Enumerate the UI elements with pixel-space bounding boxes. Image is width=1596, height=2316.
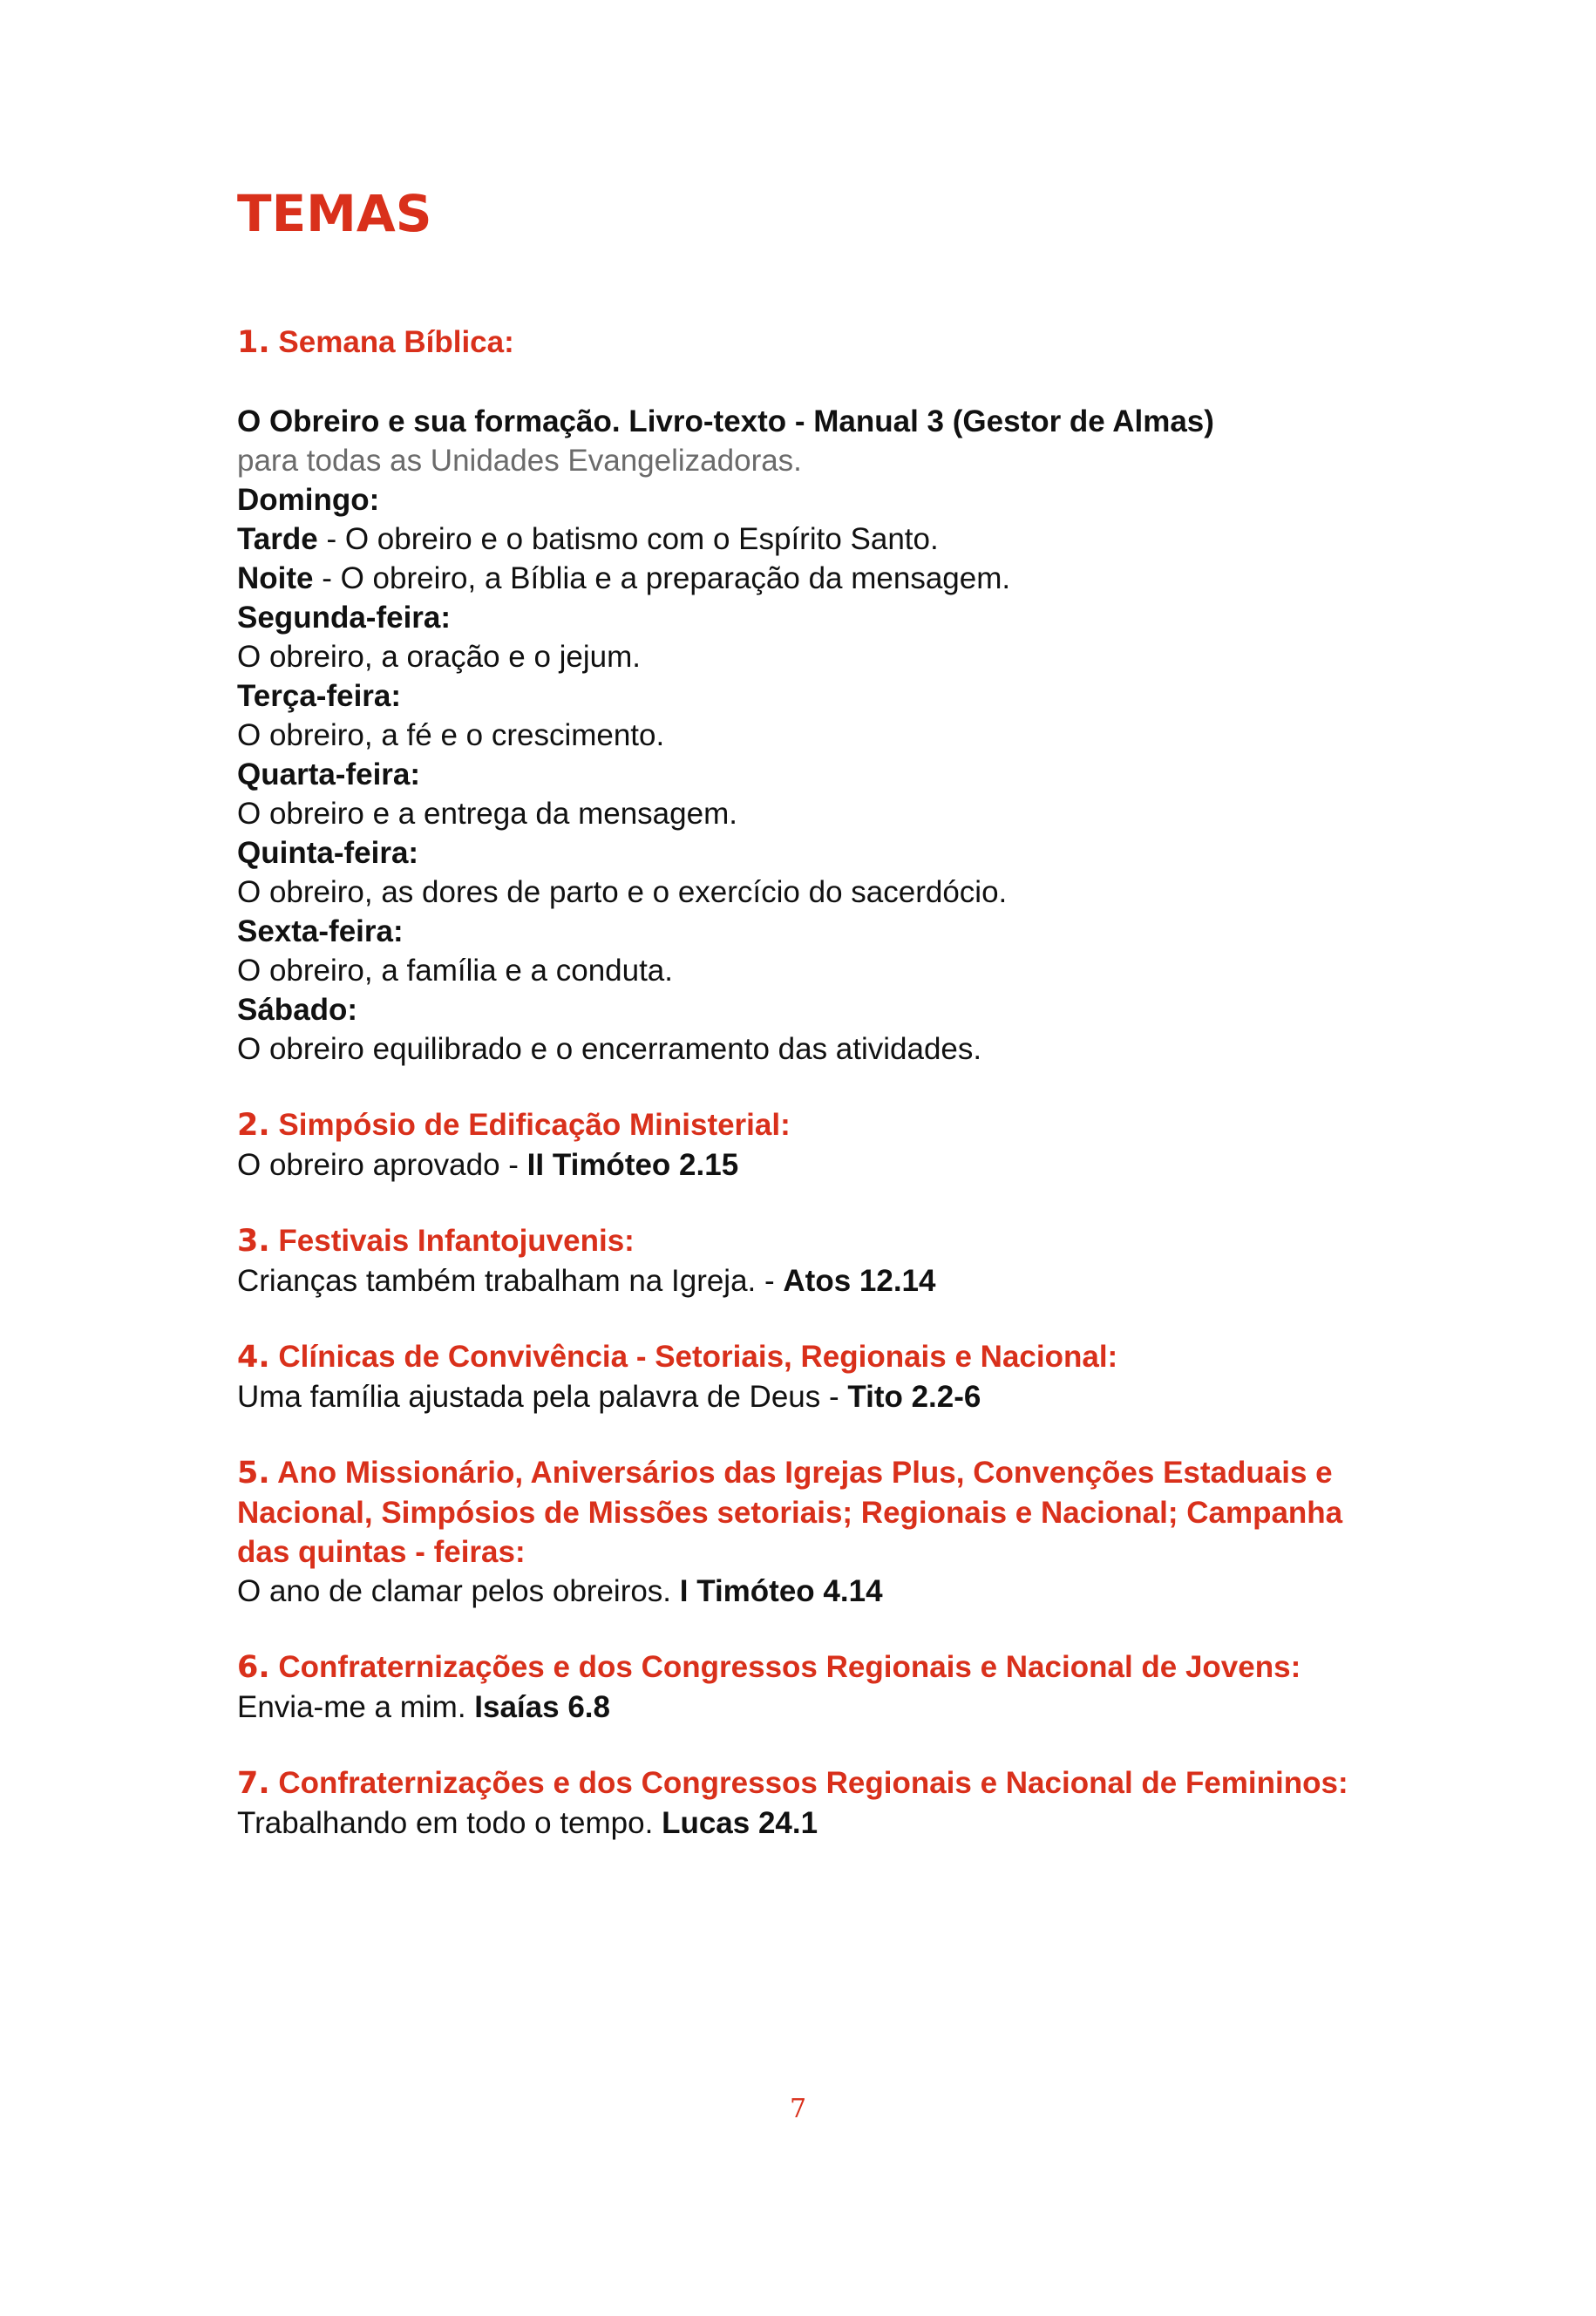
theme-text: O obreiro aprovado - xyxy=(237,1148,527,1182)
section-festivais xyxy=(237,1221,1405,1301)
section-theme xyxy=(237,1803,1405,1843)
day-theme: O obreiro e a entrega da mensagem. xyxy=(237,797,737,831)
day-label: Terça-feira: xyxy=(237,679,402,713)
day-label: Quarta-feira: xyxy=(237,757,421,791)
noite-text: - O obreiro, a Bíblia e a preparação da mensagem. xyxy=(313,561,1011,595)
section-title-line-3: das quintas - feiras: xyxy=(237,1535,526,1569)
spacer xyxy=(237,1611,1405,1647)
spacer xyxy=(237,1727,1405,1763)
section-heading xyxy=(237,1221,1405,1261)
section-heading xyxy=(237,1763,1405,1803)
day-theme: O obreiro, as dores de parto e o exercício do sacerdócio. xyxy=(237,875,1008,909)
section-title: Festivais Infantojuvenis: xyxy=(278,1224,635,1258)
page-content xyxy=(237,183,1405,1843)
section-title: Semana Bíblica: xyxy=(278,325,514,359)
tarde-label: Tarde xyxy=(237,522,318,556)
tarde-text: - O obreiro e o batismo com o Espírito Santo. xyxy=(317,522,939,556)
section-number: 1. xyxy=(237,325,270,360)
day-label: Segunda-feira: xyxy=(237,601,452,635)
bible-reference: Isaías 6.8 xyxy=(474,1690,610,1724)
section-heading xyxy=(237,1453,1405,1493)
section-heading xyxy=(237,1337,1405,1377)
section-heading xyxy=(237,323,1405,363)
section-number: 3. xyxy=(237,1224,270,1259)
theme-text: Crianças também trabalham na Igreja. - xyxy=(237,1264,784,1298)
day-label: Sábado: xyxy=(237,993,358,1027)
day-theme: O obreiro, a oração e o jejum. xyxy=(237,640,642,674)
section-title: Confraternizações e dos Congressos Regionais e Nacional de Femininos: xyxy=(278,1766,1348,1800)
section-number: 6. xyxy=(237,1650,270,1685)
intro-title: O Obreiro e sua formação. Livro-texto - Manual 3 (Gestor de Almas) xyxy=(237,404,1214,438)
spacer xyxy=(237,1185,1405,1221)
bible-reference: I Timóteo 4.14 xyxy=(679,1574,883,1608)
bible-reference: Tito 2.2-6 xyxy=(847,1380,981,1414)
theme-text: O ano de clamar pelos obreiros. xyxy=(237,1574,680,1608)
theme-text: Uma família ajustada pela palavra de Deus - xyxy=(237,1380,848,1414)
section-number: 5. xyxy=(237,1456,270,1491)
section-title: Clínicas de Convivência - Setoriais, Regionais e Nacional: xyxy=(278,1340,1118,1374)
section-semana-biblica xyxy=(237,323,1405,1069)
day-label-domingo: Domingo: xyxy=(237,483,380,517)
section-theme xyxy=(237,1572,1405,1611)
section-number: 7. xyxy=(237,1766,270,1801)
section-femininos xyxy=(237,1763,1405,1843)
section-heading xyxy=(237,1105,1405,1145)
section-heading xyxy=(237,1647,1405,1688)
section-ano-missionario xyxy=(237,1453,1405,1611)
section-simposio xyxy=(237,1105,1405,1185)
day-label: Sexta-feira: xyxy=(237,914,404,948)
theme-text: Trabalhando em todo o tempo. xyxy=(237,1806,662,1840)
day-label: Quinta-feira: xyxy=(237,836,419,870)
intro-subtitle: para todas as Unidades Evangelizadoras. xyxy=(237,444,802,478)
section-theme xyxy=(237,1377,1405,1416)
section-theme xyxy=(237,1261,1405,1301)
spacer xyxy=(237,1301,1405,1337)
bible-reference: Lucas 24.1 xyxy=(662,1806,818,1840)
spacer xyxy=(237,1069,1405,1105)
spacer xyxy=(237,363,1405,402)
section-title-line-2: Nacional, Simpósios de Missões setoriais; Regionais e Nacional; Campanha xyxy=(237,1496,1343,1530)
domingo-tarde xyxy=(237,520,1405,559)
section-clinicas xyxy=(237,1337,1405,1416)
bible-reference: II Timóteo 2.15 xyxy=(526,1148,739,1182)
day-theme: O obreiro, a fé e o crescimento. xyxy=(237,718,665,752)
bible-reference: Atos 12.14 xyxy=(783,1264,936,1298)
spacer xyxy=(237,1416,1405,1453)
section-title: Confraternizações e dos Congressos Regionais e Nacional de Jovens: xyxy=(278,1650,1301,1684)
day-theme: O obreiro, a família e a conduta. xyxy=(237,954,673,988)
page-title: TEMAS xyxy=(237,184,432,243)
page-number: 7 xyxy=(789,2094,807,2124)
day-theme: O obreiro equilibrado e o encerramento das atividades. xyxy=(237,1032,982,1066)
noite-label: Noite xyxy=(237,561,314,595)
section-number: 2. xyxy=(237,1108,270,1143)
section-title: Simpósio de Edificação Ministerial: xyxy=(278,1108,791,1142)
section-number: 4. xyxy=(237,1340,270,1375)
theme-text: Envia-me a mim. xyxy=(237,1690,475,1724)
section-title-line-1: Ano Missionário, Aniversários das Igrejas Plus, Convenções Estaduais e xyxy=(277,1456,1333,1490)
section-theme xyxy=(237,1145,1405,1185)
section-theme xyxy=(237,1688,1405,1727)
section-jovens xyxy=(237,1647,1405,1727)
domingo-noite xyxy=(237,559,1405,598)
